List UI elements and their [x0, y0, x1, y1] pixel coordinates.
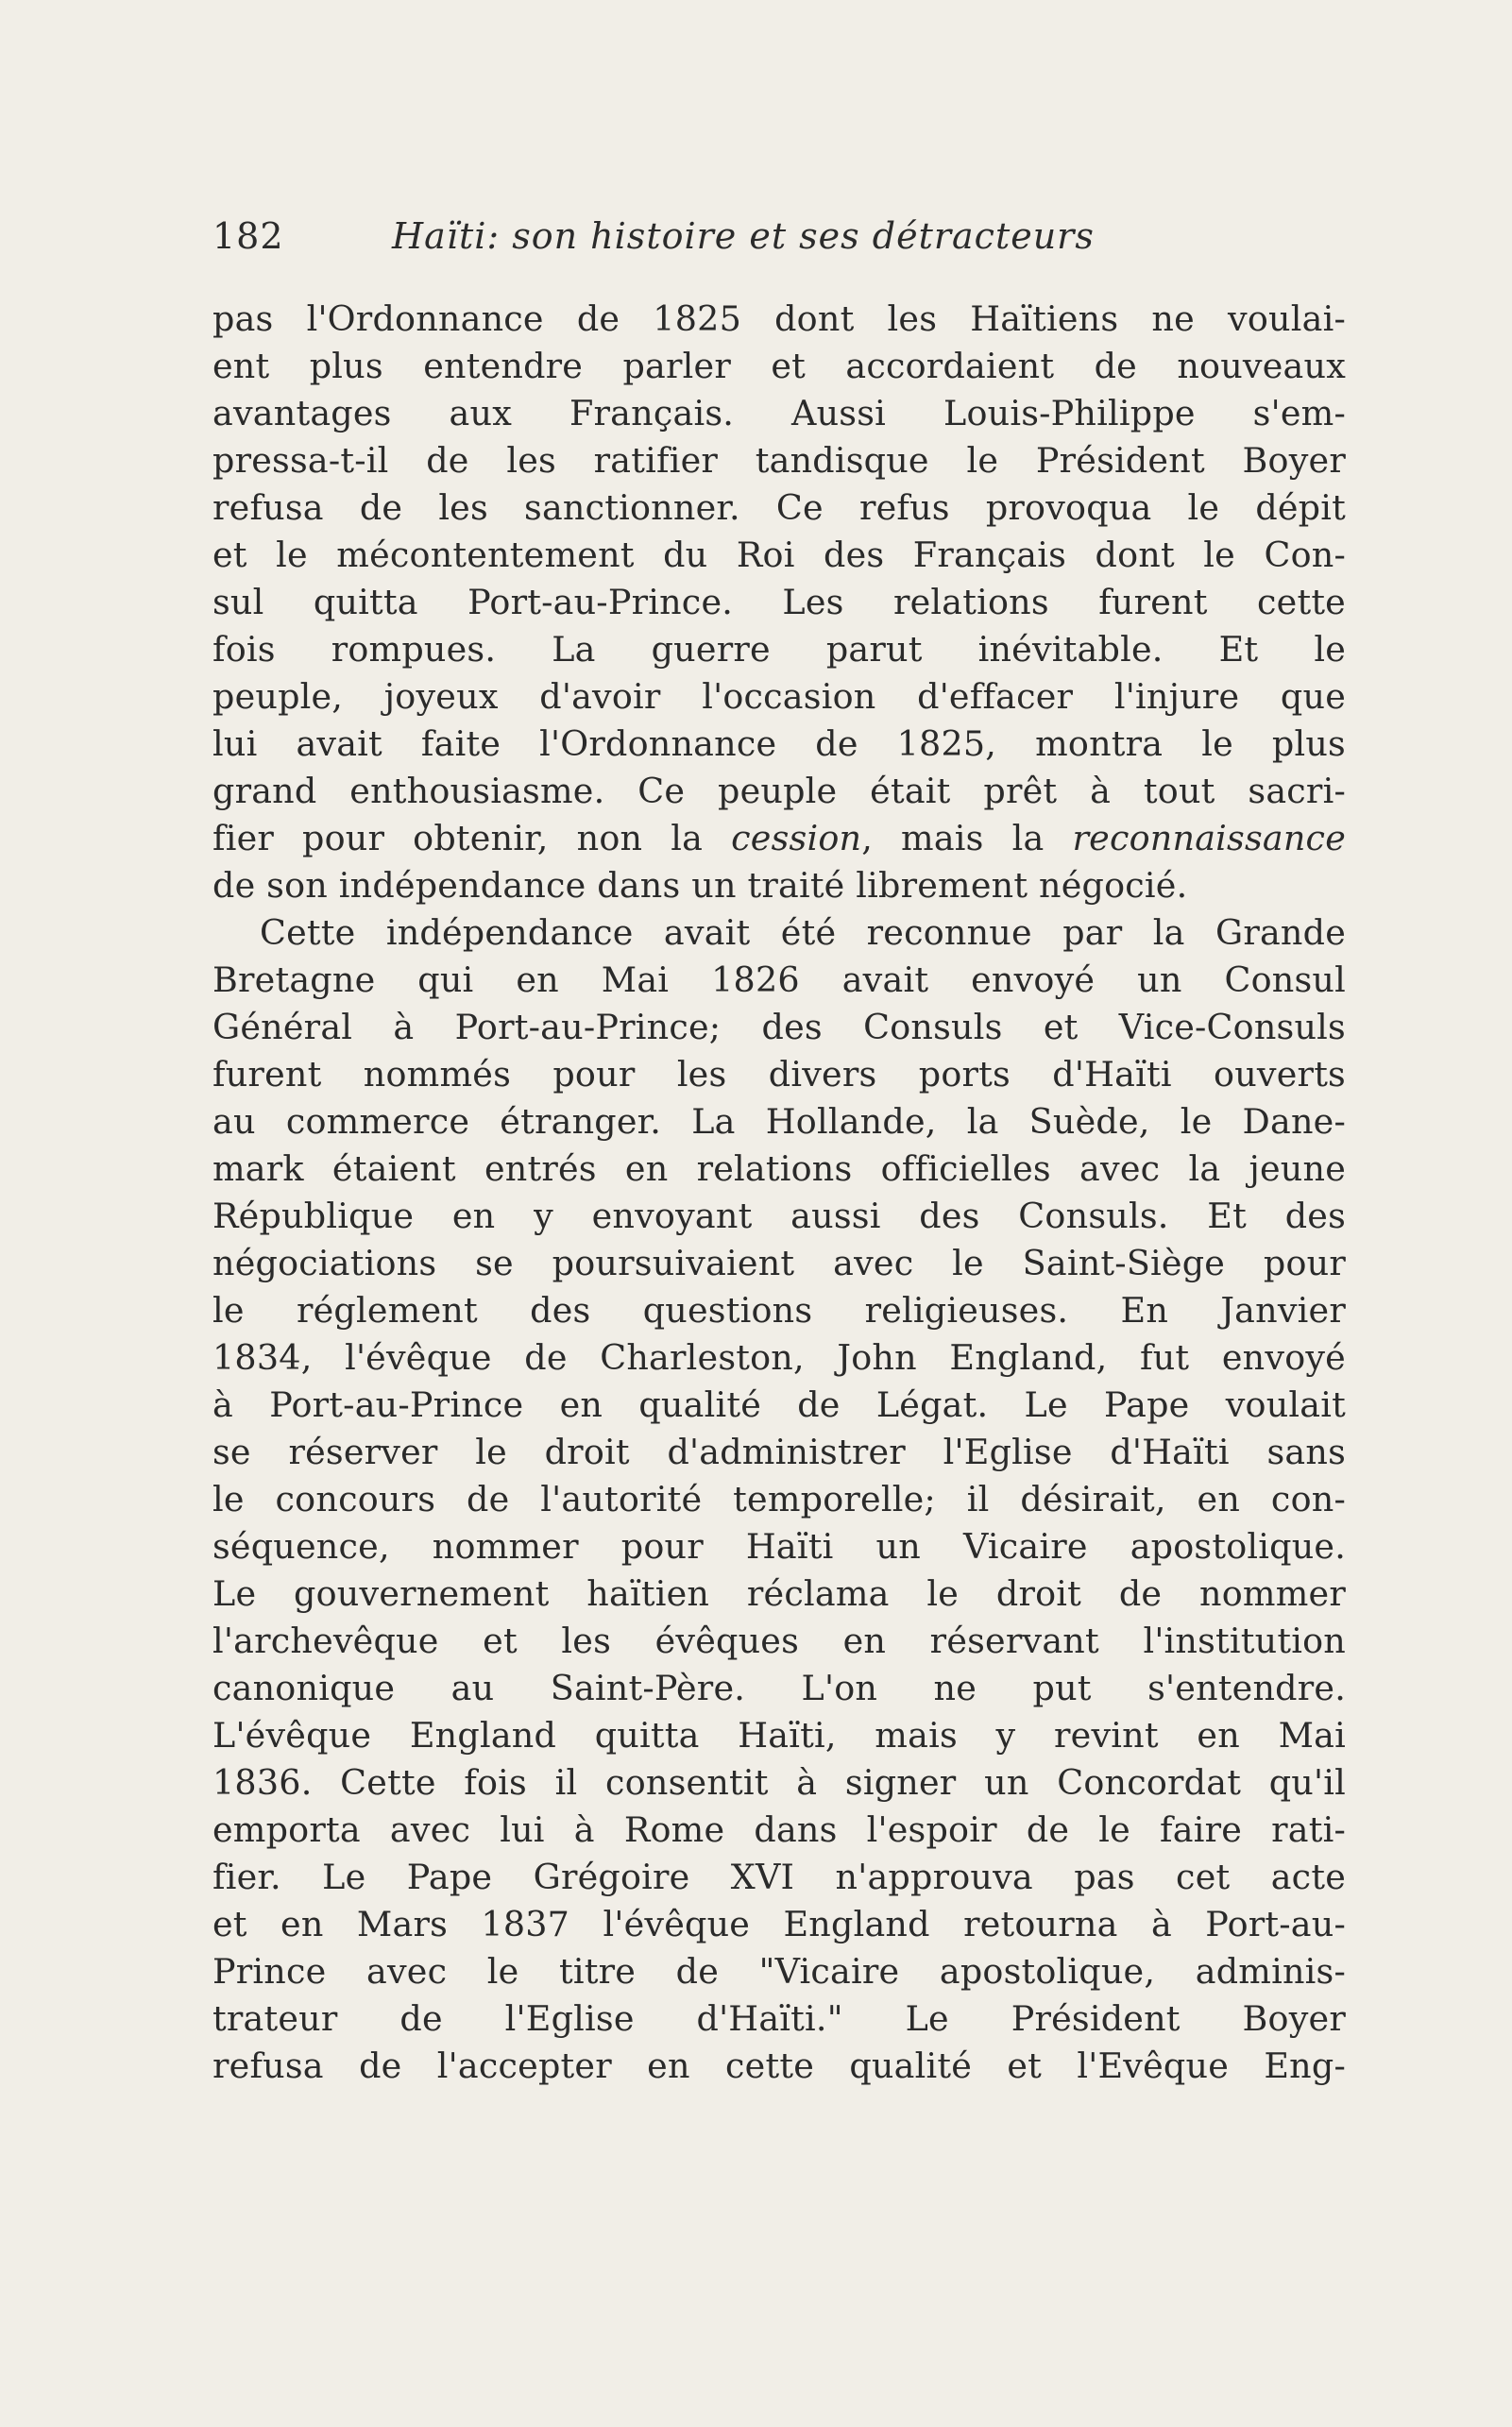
text-line: République en y envoyant aussi des Consuls. Et des [212, 1196, 1346, 1236]
text-line: se réserver le droit d'administrer l'Eglise d'Haïti sans [212, 1432, 1346, 1472]
text-line: L'évêque England quitta Haïti, mais y revint en Mai [212, 1715, 1346, 1756]
text-line: fier. Le Pape Grégoire XVI n'approuva pas cet acte [212, 1857, 1346, 1897]
text-line: sul quitta Port-au-Prince. Les relations furent cette [212, 582, 1346, 622]
text-segment: fier pour obtenir, non la [212, 818, 732, 858]
text-line: de son indépendance dans un traité librement négocié. [212, 865, 1188, 906]
text-line: canonique au Saint-Père. L'on ne put s'entendre. [212, 1668, 1346, 1708]
text-line: Prince avec le titre de "Vicaire apostolique, adminis- [212, 1951, 1346, 1992]
text-line: Le gouvernement haïtien réclama le droit de nommer [212, 1573, 1346, 1614]
text-line: avantages aux Français. Aussi Louis-Philippe s'em- [212, 393, 1346, 433]
text-line: et en Mars 1837 l'évêque England retourna à Port-au- [212, 1904, 1346, 1944]
italic-word-reconnaissance: reconnaissance [1072, 818, 1347, 858]
text-line: peuple, joyeux d'avoir l'occasion d'effacer l'injure que [212, 676, 1346, 717]
text-line: refusa de les sanctionner. Ce refus provoqua le dépit [212, 487, 1346, 528]
text-line: le concours de l'autorité temporelle; il désirait, en con- [212, 1479, 1346, 1519]
text-line: fois rompues. La guerre parut inévitable. Et le [212, 629, 1346, 670]
text-line: séquence, nommer pour Haïti un Vicaire apostolique. [212, 1526, 1346, 1567]
body-text [212, 296, 1346, 2090]
text-line: négociations se poursuivaient avec le Saint-Siège pour [212, 1243, 1346, 1283]
text-line: emporta avec lui à Rome dans l'espoir de le faire rati- [212, 1809, 1346, 1850]
text-line: Bretagne qui en Mai 1826 avait envoyé un Consul [212, 959, 1346, 1000]
text-line: pressa-t-il de les ratifier tandisque le Président Boyer [212, 440, 1346, 481]
text-line: mark étaient entrés en relations officielles avec la jeune [212, 1148, 1346, 1189]
text-line: trateur de l'Eglise d'Haïti." Le Président Boyer [212, 1998, 1346, 2039]
text-line: ent plus entendre parler et accordaient de nouveaux [212, 346, 1346, 386]
text-line: Cette indépendance avait été reconnue par la Grande [260, 912, 1346, 953]
text-line: grand enthousiasme. Ce peuple était prêt à tout sacri- [212, 771, 1346, 811]
text-line: furent nommés pour les divers ports d'Haïti ouverts [212, 1054, 1346, 1095]
running-title: Haïti: son histoire et ses détracteurs [392, 215, 1095, 257]
text-line-with-italics [212, 815, 1346, 862]
text-line: au commerce étranger. La Hollande, la Suède, le Dane- [212, 1101, 1346, 1142]
text-line: l'archevêque et les évêques en réservant l'institution [212, 1621, 1346, 1661]
text-line: lui avait faite l'Ordonnance de 1825, montra le plus [212, 723, 1346, 764]
text-line: et le mécontentement du Roi des Français dont le Con- [212, 535, 1346, 575]
text-line: pas l'Ordonnance de 1825 dont les Haïtiens ne voulai- [212, 298, 1346, 339]
italic-word-cession: cession [731, 818, 862, 858]
text-line: refusa de l'accepter en cette qualité et l'Evêque Eng- [212, 2045, 1346, 2086]
page-header [212, 215, 1346, 272]
text-line: Général à Port-au-Prince; des Consuls et Vice-Consuls [212, 1007, 1346, 1047]
text-line: le réglement des questions religieuses. En Janvier [212, 1290, 1346, 1331]
page-number: 182 [212, 215, 284, 257]
text-line: 1836. Cette fois il consentit à signer un Concordat qu'il [212, 1762, 1346, 1803]
text-line: 1834, l'évêque de Charleston, John England, fut envoyé [212, 1337, 1346, 1378]
text-line: à Port-au-Prince en qualité de Légat. Le Pape voulait [212, 1384, 1346, 1425]
text-segment: , mais la [861, 818, 1073, 858]
